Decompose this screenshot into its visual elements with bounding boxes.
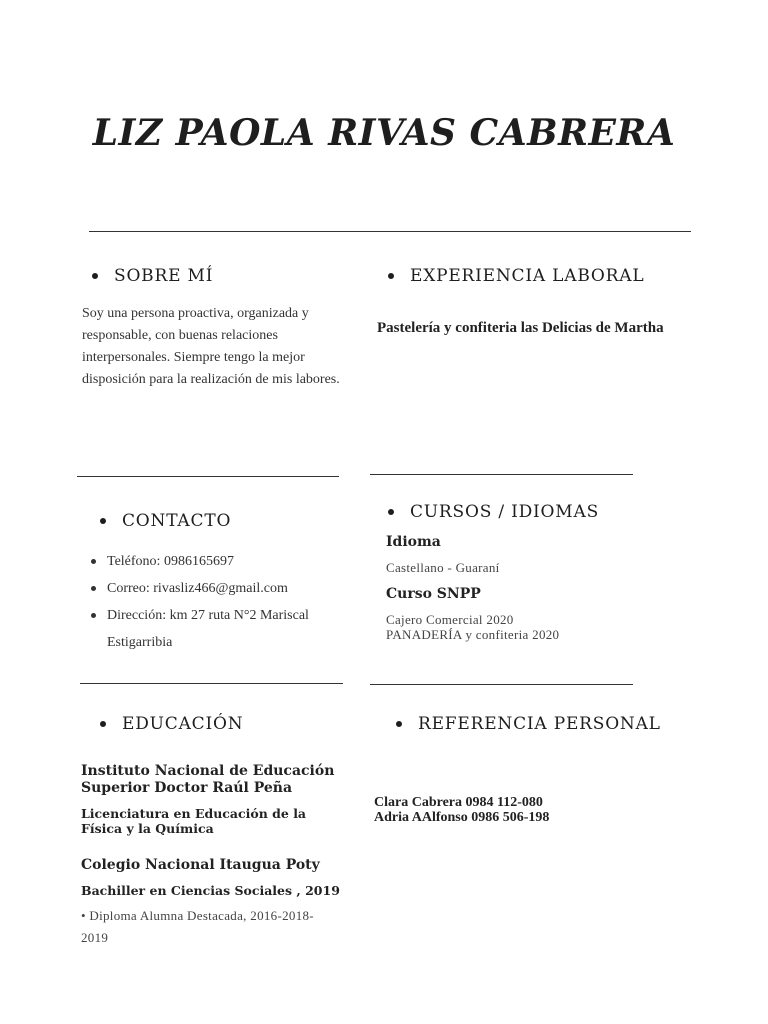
course-item-2: PANADERÍA y confiteria 2020 bbox=[386, 627, 560, 642]
experience-item: Pastelería y confiteria las Delicias de Martha bbox=[377, 320, 664, 336]
bullet-icon bbox=[396, 721, 402, 727]
divider-right-1 bbox=[370, 474, 633, 475]
references-heading-label: REFERENCIA PERSONAL bbox=[418, 714, 661, 734]
resume-name: LIZ PAOLA RIVAS CABRERA bbox=[92, 112, 676, 154]
bullet-icon bbox=[100, 518, 106, 524]
about-text: Soy una persona proactiva, organizada y responsable, con buenas relaciones interpersonales. Siempre tengo la mejor disposición para la realización de mis labores. bbox=[82, 306, 340, 387]
bullet-icon bbox=[388, 509, 394, 515]
education-school-degree: Bachiller en Ciencias Sociales , 2019 bbox=[81, 883, 340, 898]
bullet-icon bbox=[92, 273, 98, 279]
courses-heading-label: CURSOS / IDIOMAS bbox=[410, 502, 600, 522]
language-title: Idioma bbox=[386, 534, 441, 550]
about-heading-label: SOBRE MÍ bbox=[114, 266, 214, 286]
contact-email: Correo: rivasliz466@gmail.com bbox=[83, 575, 345, 602]
bullet-icon bbox=[100, 721, 106, 727]
section-heading-courses bbox=[388, 502, 599, 522]
course-item-1: Cajero Comercial 2020 bbox=[386, 612, 514, 627]
section-heading-about bbox=[92, 266, 213, 286]
section-heading-experience bbox=[388, 266, 644, 286]
divider-left-1 bbox=[77, 476, 339, 477]
section-heading-education bbox=[100, 714, 243, 734]
contact-phone: Teléfono: 0986165697 bbox=[83, 548, 345, 575]
section-heading-references bbox=[396, 714, 661, 734]
divider-left-2 bbox=[80, 683, 343, 684]
section-heading-contact bbox=[100, 511, 231, 531]
reference-1: Clara Cabrera 0984 112-080 bbox=[374, 795, 543, 810]
contact-heading-label: CONTACTO bbox=[122, 511, 232, 531]
divider-top bbox=[89, 231, 691, 232]
experience-heading-label: EXPERIENCIA LABORAL bbox=[410, 266, 645, 286]
education-school: Colegio Nacional Itaugua Poty bbox=[81, 857, 320, 873]
course-title: Curso SNPP bbox=[386, 586, 481, 602]
divider-right-2 bbox=[370, 684, 633, 685]
bullet-icon bbox=[388, 273, 394, 279]
language-value: Castellano - Guaraní bbox=[386, 560, 500, 575]
education-degree: Licenciatura en Educación de la Física y la Química bbox=[81, 806, 307, 836]
education-institute: Instituto Nacional de Educación Superior Doctor Raúl Peña bbox=[81, 763, 335, 796]
contact-address: Dirección: km 27 ruta N°2 Mariscal Estigarribia bbox=[83, 602, 345, 656]
contact-list bbox=[83, 548, 345, 656]
education-heading-label: EDUCACIÓN bbox=[122, 714, 244, 734]
reference-2: Adria AAlfonso 0986 506-198 bbox=[374, 810, 550, 825]
education-award: • Diploma Alumna Destacada, 2016-2018-2019 bbox=[81, 908, 314, 945]
